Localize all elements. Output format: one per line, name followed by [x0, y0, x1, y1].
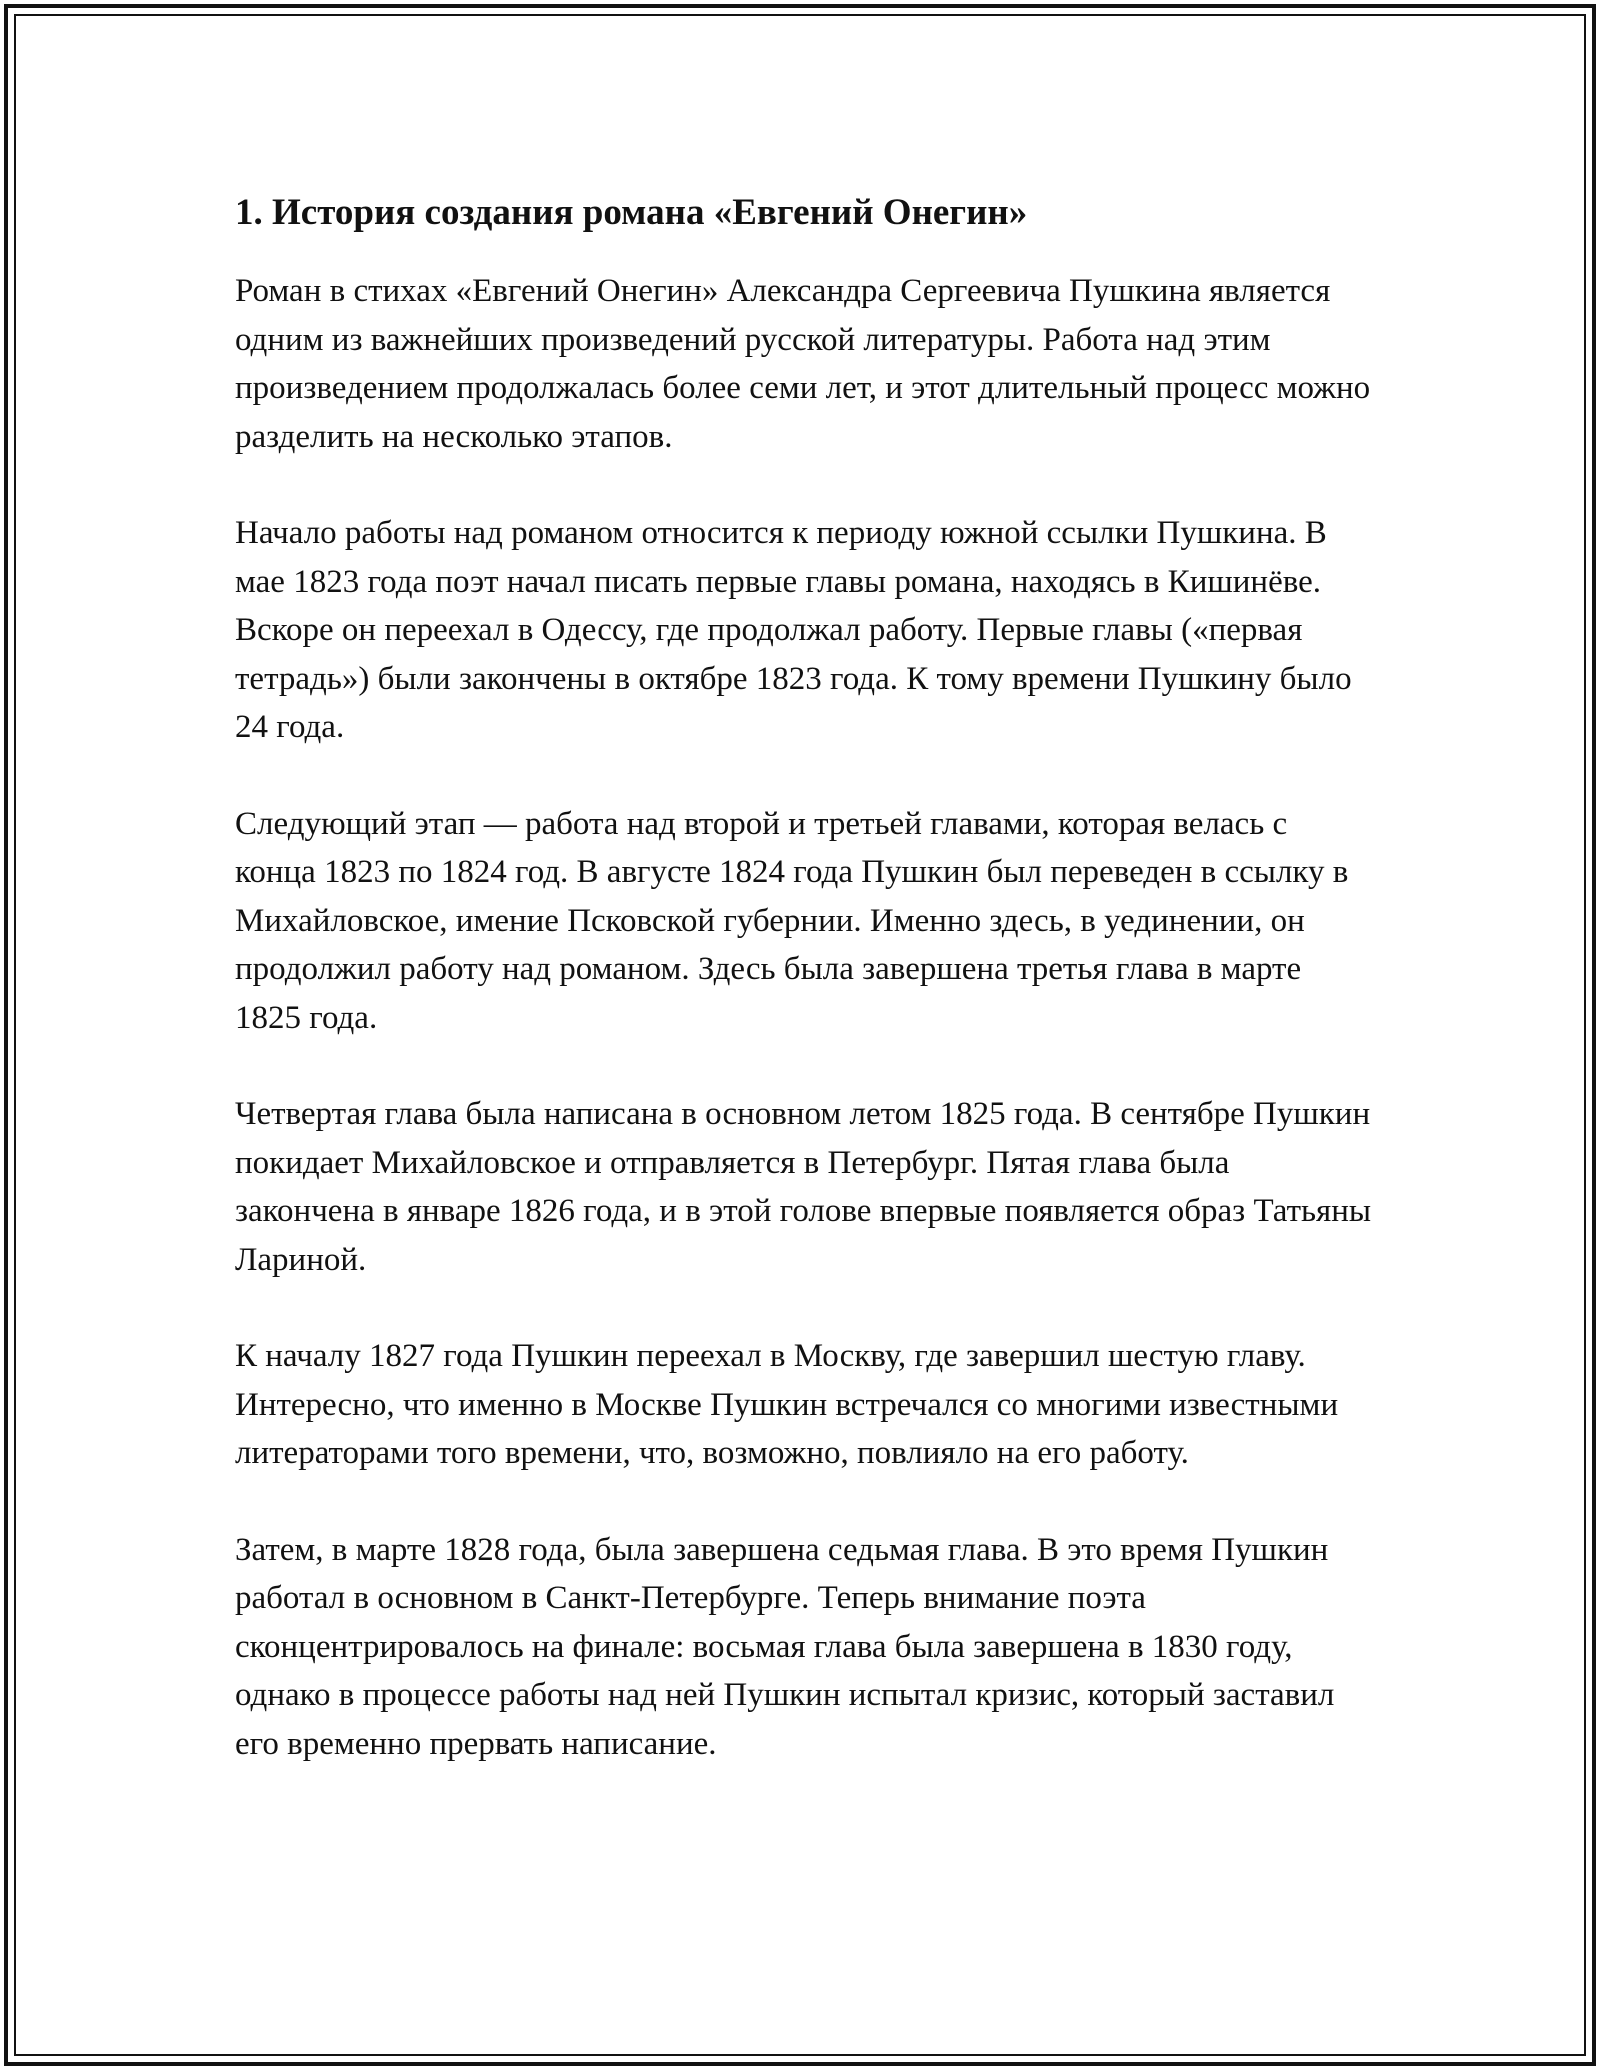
paragraph-6: Затем, в марте 1828 года, была завершена седьмая глава. В это время Пушкин работал в основном в Санкт-Петербурге. Теперь внимание поэта сконцентрировалось на финале: восьмая глава была завершена в 1830 году, однако в процессе работы над ней Пушкин испытал кризис, который заставил его временно прервать написание. [235, 1531, 1335, 1762]
section-heading: 1. История создания романа «Евгений Онегин» [235, 192, 1028, 233]
document-body [235, 185, 1375, 1768]
paragraph-1: Роман в стихах «Евгений Онегин» Александра Сергеевича Пушкина является одним из важнейших произведений русской литературы. Работа над этим произведением продолжалась более семи лет, и этот длительный процесс можно разделить на несколько этапов. [235, 273, 1371, 455]
paragraph-3: Следующий этап — работа над второй и третьей главами, которая велась с конца 1823 по 1824 год. В августе 1824 года Пушкин был переведен в ссылку в Михайловское, имение Псковской губернии. Именно здесь, в уединении, он продолжил работу над романом. Здесь была завершена третья глава в марте 1825 года. [235, 805, 1349, 1036]
paragraph-4: Четвертая глава была написана в основном летом 1825 года. В сентябре Пушкин покидает Михайловское и отправляется в Петербург. Пятая глава была закончена в январе 1826 года, и в этой голове впервые появляется образ Татьяны Лариной. [235, 1096, 1372, 1278]
paragraph-5: К началу 1827 года Пушкин переехал в Москву, где завершил шестую главу. Интересно, что именно в Москве Пушкин встречался со многими известными литераторами того времени, что, возможно, повлияло на его работу. [235, 1338, 1339, 1471]
paragraph-2: Начало работы над романом относится к периоду южной ссылки Пушкина. В мае 1823 года поэт начал писать первые главы романа, находясь в Кишинёве. Вскоре он переехал в Одессу, где продолжал работу. Первые главы («первая тетрадь») были закончены в октябре 1823 года. К тому времени Пушкину было 24 года. [235, 515, 1352, 745]
